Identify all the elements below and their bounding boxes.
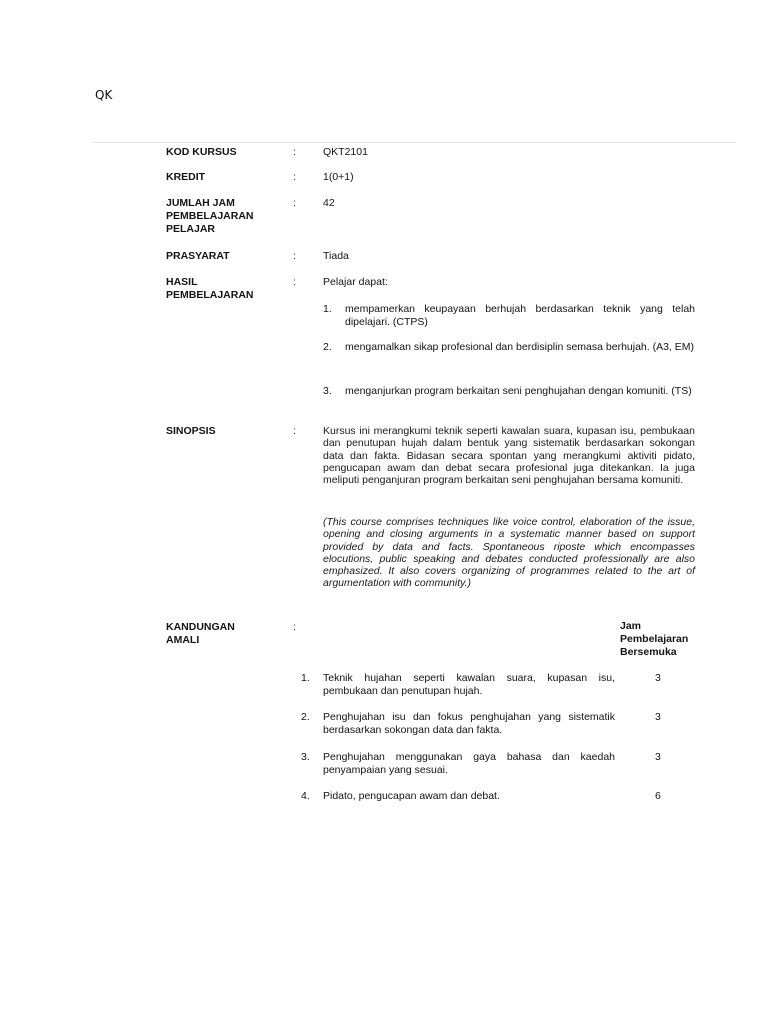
outcome-number: 3.	[323, 385, 332, 397]
label-jumlah-jam: JUMLAH JAM PEMBELAJARAN PELAJAR	[166, 197, 254, 235]
sinopsis-malay: Kursus ini merangkumi teknik seperti kawalan suara, kupasan isu, pembukaan dan penutupan hujah dalam bentuk yang sistematik berdasarkan sokongan data dan fakta. Bidasan secara spontan yang merangkumi aktiviti pidato, pengucapan awam dan debat secara profesional juga ditekankan. Ia juga meliputi penganjuran program berkaitan seni penghujahan bersama komuniti.	[323, 425, 695, 487]
hasil-intro: Pelajar dapat:	[323, 276, 388, 288]
sinopsis-english: (This course comprises techniques like voice control, elaboration of the issue, opening and closing arguments in a systematic manner based on support provided by data and facts. Spontaneous riposte which encompasses elocutions, public speaking and debates conducted professionally are also emphasized. It also covers organizing of programmes related to the art of argumentation with community.)	[323, 516, 695, 590]
activity-hours: 6	[655, 790, 661, 802]
label-hasil-pembelajaran: HASIL PEMBELAJARAN	[166, 276, 254, 301]
activity-hours: 3	[655, 751, 661, 763]
value-jumlah-jam: 42	[323, 197, 335, 209]
activity-hours: 3	[655, 711, 661, 723]
activity-text: Teknik hujahan seperti kawalan suara, kupasan isu, pembukaan dan penutupan hujah.	[323, 672, 615, 697]
label-prasyarat: PRASYARAT	[166, 250, 230, 262]
outcome-text: menganjurkan program berkaitan seni penghujahan dengan komuniti. (TS)	[345, 385, 692, 397]
label-kredit: KREDIT	[166, 171, 206, 183]
colon: :	[293, 171, 296, 183]
activity-text: Penghujahan isu dan fokus penghujahan yang sistematik berdasarkan sokongan data dan fakta.	[323, 711, 615, 736]
activity-number: 4.	[301, 790, 310, 802]
value-prasyarat: Tiada	[323, 250, 349, 262]
label-sinopsis: SINOPSIS	[166, 425, 216, 437]
label-kod-kursus: KOD KURSUS	[166, 146, 237, 158]
outcome-number: 2.	[323, 341, 332, 353]
colon: :	[293, 276, 296, 288]
activity-hours: 3	[655, 672, 661, 684]
activity-text: Pidato, pengucapan awam dan debat.	[323, 790, 500, 802]
activity-number: 2.	[301, 711, 310, 723]
colon: :	[293, 197, 296, 209]
activity-number: 3.	[301, 751, 310, 763]
colon: :	[293, 621, 296, 633]
outcome-item	[323, 341, 695, 354]
value-kredit: 1(0+1)	[323, 171, 354, 183]
outcome-item	[323, 303, 695, 329]
colon: :	[293, 250, 296, 262]
jam-column-header: Jam Pembelajaran Bersemuka	[620, 620, 689, 658]
page-code: QK	[95, 88, 113, 102]
outcome-text: mempamerkan keupayaan berhujah berdasarkan teknik yang telah dipelajari. (CTPS)	[345, 303, 695, 328]
outcome-number: 1.	[323, 303, 332, 315]
top-rule	[92, 142, 736, 143]
colon: :	[293, 425, 296, 437]
outcome-item	[323, 385, 695, 398]
activity-number: 1.	[301, 672, 310, 684]
outcome-text: mengamalkan sikap profesional dan berdisiplin semasa berhujah. (A3, EM)	[345, 341, 695, 353]
value-kod-kursus: QKT2101	[323, 146, 368, 158]
activity-text: Penghujahan menggunakan gaya bahasa dan kaedah penyampaian yang sesuai.	[323, 751, 615, 776]
label-kandungan-amali: KANDUNGAN AMALI	[166, 621, 235, 646]
colon: :	[293, 146, 296, 158]
